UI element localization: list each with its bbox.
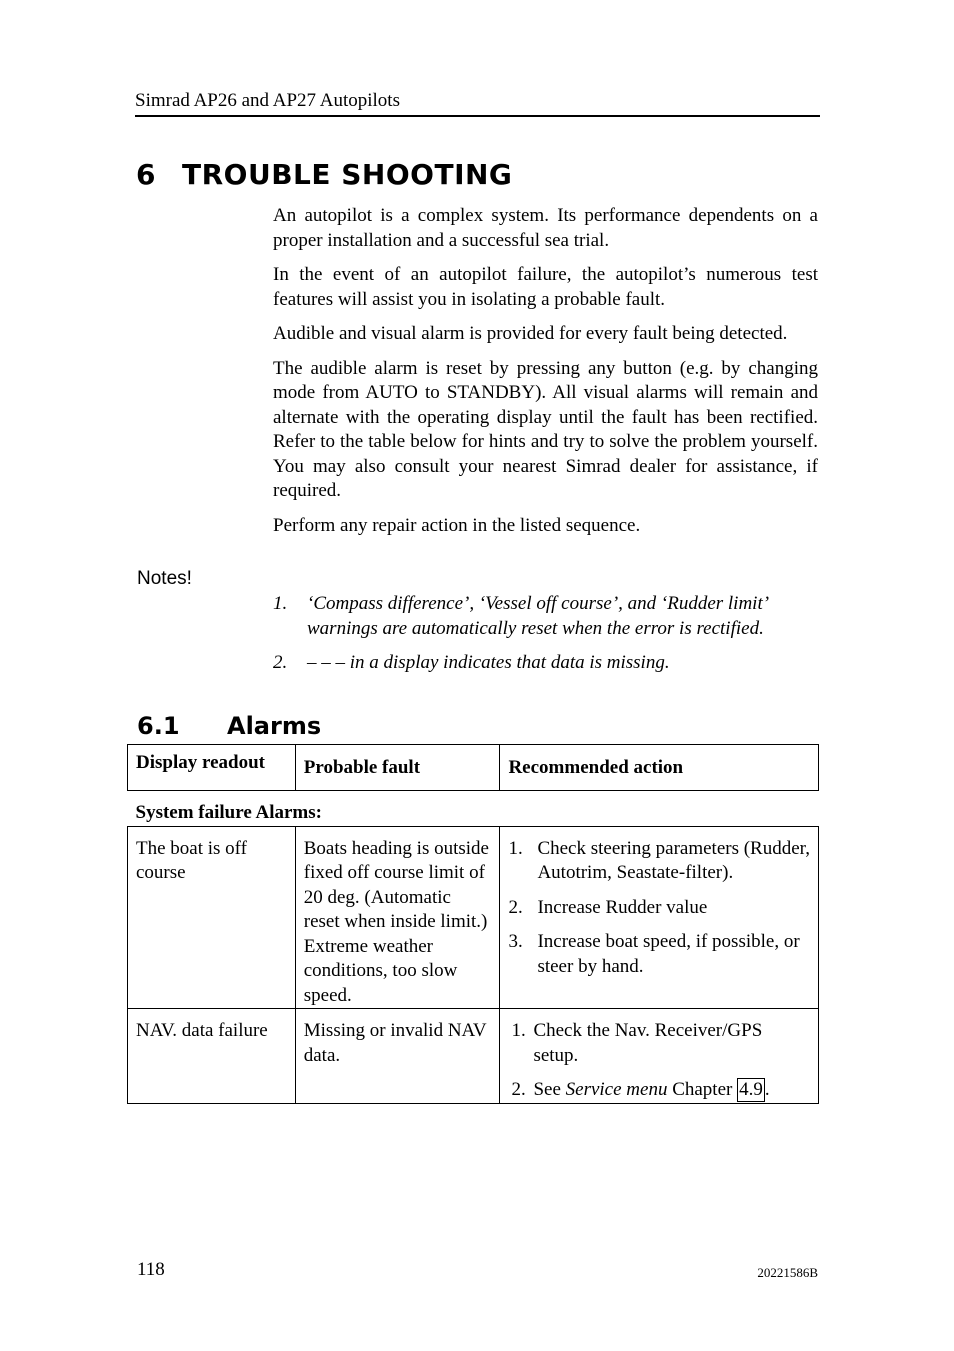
action-text — [533, 1078, 769, 1103]
alarms-table — [127, 744, 819, 1104]
note-text: – – – in a display indicates that data is missing. — [307, 652, 670, 673]
page-number: 118 — [137, 1259, 165, 1280]
table-section-row — [128, 791, 819, 827]
chapter-heading — [136, 158, 512, 191]
action-text-suffix: . — [764, 1079, 770, 1100]
section-number: 6.1 — [137, 712, 180, 740]
action-text: Increase boat speed, if possible, or steer by hand. — [537, 931, 800, 977]
table-header-row — [128, 745, 819, 791]
action-number: 2. — [508, 896, 523, 918]
column-header-probable-fault: Probable fault — [295, 745, 500, 791]
chapter-title: TROUBLE SHOOTING — [182, 158, 513, 191]
section-title: Alarms — [227, 712, 322, 740]
display-readout: NAV. data failure — [128, 1009, 296, 1104]
paragraph: Audible and visual alarm is provided for every fault being detected. — [273, 323, 788, 344]
running-header: Simrad AP26 and AP27 Autopilots — [135, 90, 820, 117]
paragraph: Perform any repair action in the listed sequence. — [273, 514, 641, 536]
probable-fault: Missing or invalid NAV data. — [295, 1009, 500, 1104]
note-item — [273, 651, 823, 676]
note-number: 2. — [273, 652, 288, 673]
intro-text — [273, 204, 818, 548]
action-number: 1. — [511, 1020, 526, 1041]
display-readout: The boat is off course — [128, 826, 296, 1009]
table-row — [128, 826, 819, 1009]
paragraph: The audible alarm is reset by pressing any button (e.g. by changing mode from AUTO to STANDBY). All visual alarms will remain and alternate with the operating display until the fault has been rectified. Refer to the table below for hints and try to solve the problem yourself. You may also consult your nearest Simrad dealer for assistance, if required. — [273, 357, 818, 501]
action-item — [511, 1019, 810, 1068]
note-text: ‘Compass difference’, ‘Vessel off course’, and ‘Rudder limit’ warnings are automatically reset when the error is rectified. — [307, 593, 767, 639]
document-number: 20221586B — [757, 1265, 818, 1280]
action-text-middle: Chapter — [667, 1079, 738, 1100]
action-item — [508, 896, 810, 921]
note-item — [273, 592, 823, 641]
notes-label: Notes! — [137, 568, 192, 589]
action-text-prefix: See — [533, 1079, 566, 1100]
action-text: Check steering parameters (Rudder, Autotrim, Seastate-filter). — [537, 837, 810, 883]
table-row — [128, 1009, 819, 1104]
action-text: Check the Nav. Receiver/GPS setup. — [533, 1020, 763, 1066]
notes-list — [273, 592, 823, 686]
action-item — [511, 1078, 810, 1103]
action-number: 3. — [508, 931, 523, 952]
chapter-cross-reference-link[interactable]: 4.9 — [739, 1079, 763, 1100]
paragraph: An autopilot is a complex system. Its performance dependents on a proper installation and a successful sea trial. — [273, 205, 818, 251]
action-item — [508, 837, 810, 886]
probable-fault: Boats heading is outside fixed off course limit of 20 deg. (Automatic reset when inside limit.) Extreme weather conditions, too slow speed. — [295, 826, 500, 1009]
recommended-action — [500, 1009, 819, 1104]
action-number: 2. — [511, 1079, 526, 1100]
column-header-recommended-action: Recommended action — [500, 745, 819, 791]
note-number: 1. — [273, 593, 288, 614]
recommended-action — [500, 826, 819, 1009]
action-item — [508, 930, 810, 979]
column-header-display-readout: Display readout — [128, 745, 296, 791]
paragraph: In the event of an autopilot failure, the autopilot’s numerous test features will assist you in isolating a probable fault. — [273, 264, 818, 310]
service-menu-ref: Service menu — [565, 1079, 668, 1100]
action-number: 1. — [508, 837, 523, 859]
chapter-number: 6 — [136, 158, 156, 191]
action-text: Increase Rudder value — [537, 896, 708, 918]
section-label: System failure Alarms: — [128, 791, 819, 827]
section-heading — [137, 712, 321, 740]
